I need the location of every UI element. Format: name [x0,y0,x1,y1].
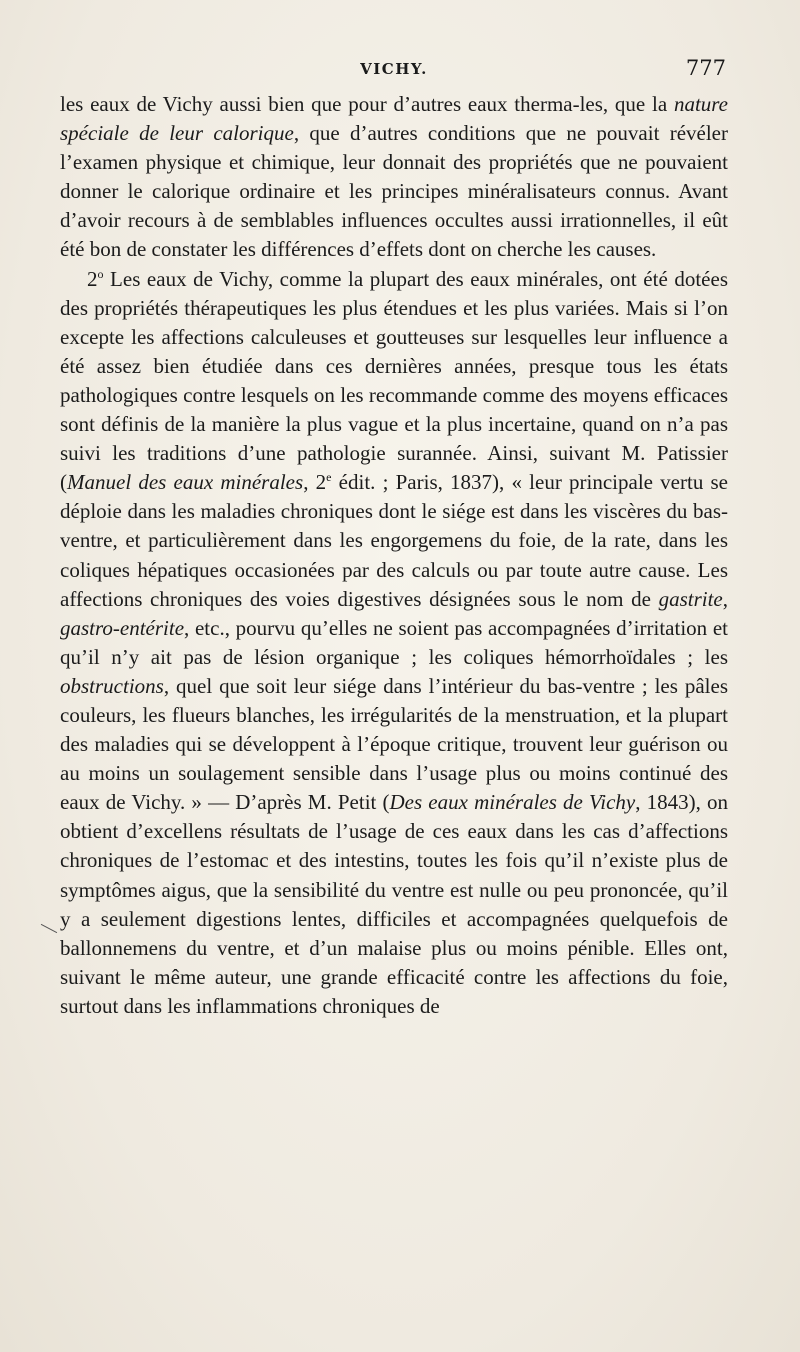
margin-mark [41,924,57,933]
running-head: VICHY. [360,60,428,78]
page-header [60,56,728,86]
italic-phrase: nature spéciale de leur calorique [60,92,728,146]
paragraph [60,265,728,1021]
text-run: 2 [87,266,98,291]
text-run: , 2 [303,470,327,495]
text-run: , quel que soit leur siége dans l’intérieur du bas-ventre ; les pâles couleurs, les flueurs blanches, les irrégularités de la menstruation, et la plupart des maladies qui se développent à l’époque critique, trouvent leur guérison ou au moins un soulagement sensible dans l’usage plus ou moins continué des eaux de Vichy. » — D’après M. Petit ( [60,673,728,815]
page-number: 777 [685,56,726,80]
body-text [60,90,728,1021]
text-run: Les eaux de Vichy, comme la plupart des eaux minérales, ont été dotées des propriétés thérapeutiques les plus étendues et les plus variées. Mais si l’on excepte les affections calculeuses et goutteuses sur lesquelles leur influence a été assez bien étudiée dans ces dernières années, presque tous les états pathologiques contre lesquels on les recommande comme des moyens efficaces sont définis de la manière la plus vague et la plus incertaine, quand on n’a pas suivi les traditions d’une pathologie surannée. Ainsi, suivant M. Patissier ( [60,266,728,495]
text-run: , 1843), on obtient d’excellens résultats de l’usage de ces eaux dans les cas d’affections chroniques de l’estomac et des intestins, toutes les fois qu’il n’existe plus de symptômes aigus, que la sensibilité du ventre est nulle ou peu prononcée, qu’il y a seulement digestions lentes, difficiles et accompagnées quelquefois de ballonnemens du ventre, et d’un malaise plus ou moins pénible. Elles ont, suivant le même auteur, une grande efficacité contre les affections du foie, surtout dans les inflammations chroniques de [60,790,728,1018]
italic-phrase: gastro-entérite [60,615,185,640]
text-run: édit. ; Paris, 1837), « leur principale vertu se déploie dans les maladies chroniques dont le siége est dans les viscères du bas-ventre, et particulièrement dans les engorgemens du foie, de la rate, dans les coliques hépatiques occasionées par des calculs ou par toute autre cause. Les affections chroniques des voies digestives désignées sous le nom de [60,470,729,611]
superscript: o [97,266,104,281]
italic-phrase: Des eaux minérales de Vichy [389,790,636,815]
paragraph [60,90,728,265]
text-run: , [722,586,728,611]
italic-phrase: obstructions [60,673,164,698]
text-run: , que d’autres conditions que ne pouvait révéler l’examen physique et chimique, leur donnait des propriétés que ne pouvaient donner le calorique ordinaire et les principes minéralisateurs connus. Avant d’avoir recours à de semblables influences occultes aussi irrationnelles, il eût été bon de constater les différences d’effets dont on cherche les causes. [60,121,729,262]
text-run: , etc., pourvu qu’elles ne soient pas accompagnées d’irritation et qu’il n’y ait pas de lésion organique ; les coliques hémorrhoïdales ; les [60,615,728,669]
superscript: e [326,470,332,485]
italic-phrase: Manuel des eaux minérales [67,470,304,495]
text-run: les eaux de Vichy aussi bien que pour d’autres eaux therma-les, que la [60,92,674,116]
italic-phrase: gastrite [658,586,723,611]
